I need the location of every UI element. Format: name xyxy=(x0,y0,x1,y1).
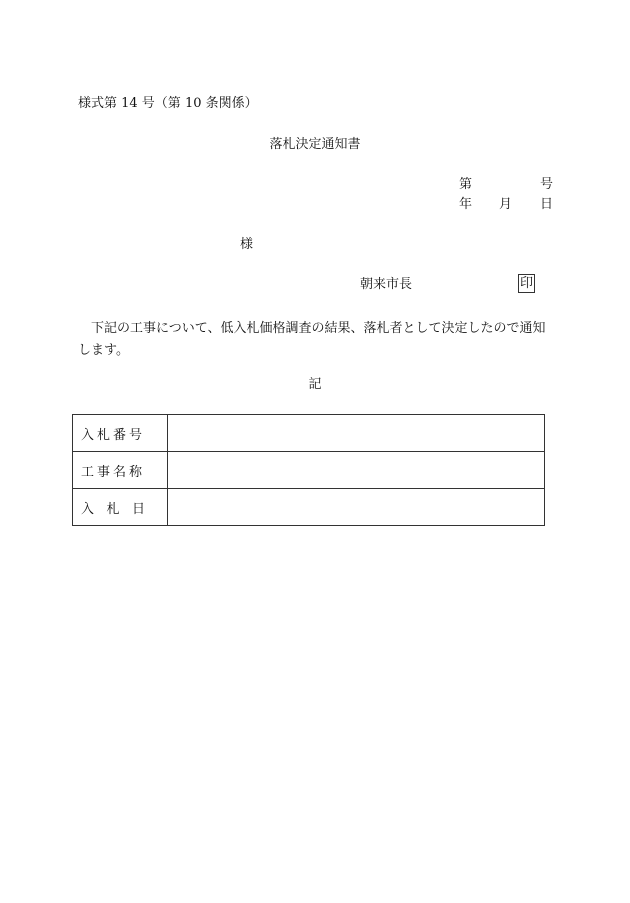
row-value-bid-number xyxy=(168,415,545,452)
issue-number-suffix: 号 xyxy=(540,177,554,192)
date-day-label: 日 xyxy=(540,197,554,212)
ki-heading: 記 xyxy=(308,377,322,392)
addressee-suffix: 様 xyxy=(240,237,254,252)
row-label-bid-number: 入札番号 xyxy=(73,415,168,452)
date-year-label: 年 xyxy=(459,197,473,212)
details-table xyxy=(72,414,545,526)
form-number: 様式第 14 号（第 10 条関係） xyxy=(78,96,258,111)
table-row xyxy=(73,452,545,489)
notice-body: 下記の工事について、低入札価格調査の結果、落札者として決定したので通知します。 xyxy=(78,321,546,358)
date-month-label: 月 xyxy=(499,197,513,212)
row-label-bid-date xyxy=(73,489,168,526)
label-char: 日 xyxy=(131,501,145,517)
label-char: 入 xyxy=(81,501,95,517)
table-row xyxy=(73,489,545,526)
table-row xyxy=(73,415,545,452)
seal-mark: 印 xyxy=(520,276,534,291)
row-value-work-name xyxy=(168,452,545,489)
label-char: 札 xyxy=(106,501,120,517)
issue-number-label: 第 xyxy=(459,177,473,192)
row-value-bid-date xyxy=(168,489,545,526)
document-title: 落札決定通知書 xyxy=(269,137,361,152)
issuer-name: 朝来市長 xyxy=(360,277,413,292)
row-label-work-name: 工事名称 xyxy=(73,452,168,489)
